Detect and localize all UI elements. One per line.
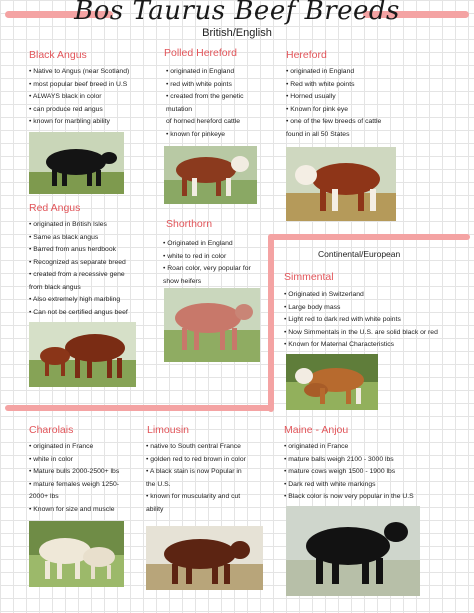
breed-name-maine-anjou: Maine - Anjou — [284, 424, 349, 436]
fact: • mature females weigh 1250- — [29, 480, 120, 488]
breed-name-charolais: Charolais — [29, 424, 74, 436]
fact: • Light red to dark red with white points — [284, 316, 401, 323]
fact: • known for muscularity and cut — [146, 493, 241, 500]
facts-limousin — [146, 441, 246, 516]
fact: • originated in France — [29, 443, 94, 450]
fact: • one of the few breeds of cattle — [286, 118, 382, 125]
fact: • Horned usually — [286, 93, 336, 100]
fact: • Can not be certified angus beef — [29, 308, 128, 316]
limousin-photo — [146, 526, 263, 590]
continental-bar-vertical — [268, 234, 274, 412]
breed-name-black-angus: Black Angus — [29, 49, 87, 61]
breed-name-red-angus: Red Angus — [29, 202, 81, 214]
page-subtitle: British/English — [202, 27, 272, 39]
fact: mutation — [166, 105, 193, 113]
fact: • created from the genetic — [166, 93, 244, 100]
fact: • originated in British Isles — [29, 221, 107, 228]
fact: • can produce red angus — [29, 105, 103, 113]
fact: • red with white points — [166, 80, 232, 88]
fact: of horned hereford cattle — [166, 118, 241, 125]
fact: • Large body mass — [284, 303, 341, 311]
fact: • Originated in Switzerland — [284, 291, 364, 298]
breed-name-hereford: Hereford — [286, 49, 327, 61]
hereford-photo — [286, 147, 396, 221]
fact: • Barred from anus herdbook — [29, 246, 117, 253]
fact: • ALWAYS black in color — [29, 93, 102, 100]
fact: • mature balls weigh 2100 - 3000 lbs — [284, 455, 394, 463]
fact: • Originated in England — [163, 240, 233, 247]
facts-polled-hereford — [166, 66, 244, 141]
facts-red-angus — [29, 219, 128, 319]
fact: • golden red to red brown in color — [146, 455, 246, 463]
charolais-photo — [29, 521, 124, 587]
continental-bar-top — [268, 234, 470, 240]
breed-name-shorthorn: Shorthorn — [166, 218, 213, 230]
fact: • Known for pink eye — [286, 105, 349, 113]
fact: • originated in England — [286, 68, 355, 75]
facts-black-angus — [29, 66, 129, 129]
fact: 2000+ lbs — [29, 493, 59, 500]
fact: • Recognized as separate breed — [29, 258, 126, 266]
facts-charolais — [29, 441, 119, 516]
fact: • Now Simmentals in the U.S. are solid black or red — [284, 328, 438, 336]
fact: • white to red in color — [163, 252, 227, 260]
simmental-photo — [286, 354, 378, 410]
fact: • Also extremely high marbling — [29, 296, 121, 303]
breed-name-simmental: Simmental — [284, 271, 334, 283]
fact: • created from a recessive gene — [29, 271, 125, 278]
fact: • native to South central France — [146, 443, 241, 450]
fact: the U.S. — [146, 480, 171, 488]
black-angus-photo — [29, 132, 124, 194]
facts-shorthorn — [163, 238, 251, 288]
fact: • Red with white points — [286, 80, 355, 88]
fact: ability — [146, 505, 164, 513]
fact: • Mature bulls 2000-2500+ lbs — [29, 468, 120, 475]
fact: • A black stain is now Popular in — [146, 468, 242, 475]
fact: • Black color is now very popular in the U.S — [284, 493, 414, 500]
facts-maine-anjou — [284, 441, 414, 504]
polled-hereford-photo — [164, 146, 257, 204]
fact: • originated in England — [166, 68, 235, 75]
facts-hereford — [286, 66, 381, 141]
red-angus-photo — [29, 322, 136, 387]
fact: from black angus — [29, 283, 81, 291]
page-title: Bos Taurus Beef Breeds — [74, 0, 400, 26]
fact: found in all 50 States — [286, 130, 350, 138]
continental-section-label: Continental/European — [318, 249, 401, 259]
fact: • most popular beef breed in U.S — [29, 80, 128, 88]
fact: show heifers — [163, 277, 202, 285]
fact: • Roan color, very popular for — [163, 265, 251, 272]
facts-simmental — [284, 289, 438, 352]
fact: • Same as black angus — [29, 233, 99, 241]
fact: • mature cows weigh 1500 - 1900 lbs — [284, 468, 396, 475]
fact: • known for pinkeye — [166, 130, 226, 138]
fact: • white in color — [29, 455, 73, 463]
breed-name-polled-hereford: Polled Hereford — [164, 47, 237, 59]
divider-bar-bottom — [5, 405, 274, 411]
fact: • Native to Angus (near Scotland) — [29, 68, 130, 75]
shorthorn-photo — [164, 288, 260, 362]
fact: • Known for size and muscle — [29, 505, 115, 513]
fact: • Dark red with white markings — [284, 480, 376, 488]
fact: • known for marbling ability — [29, 118, 110, 125]
breed-name-limousin: Limousin — [147, 424, 190, 436]
fact: • Known for Maternal Characteristics — [284, 341, 395, 348]
maine-anjou-photo — [286, 506, 420, 596]
fact: • originated in France — [284, 443, 349, 450]
